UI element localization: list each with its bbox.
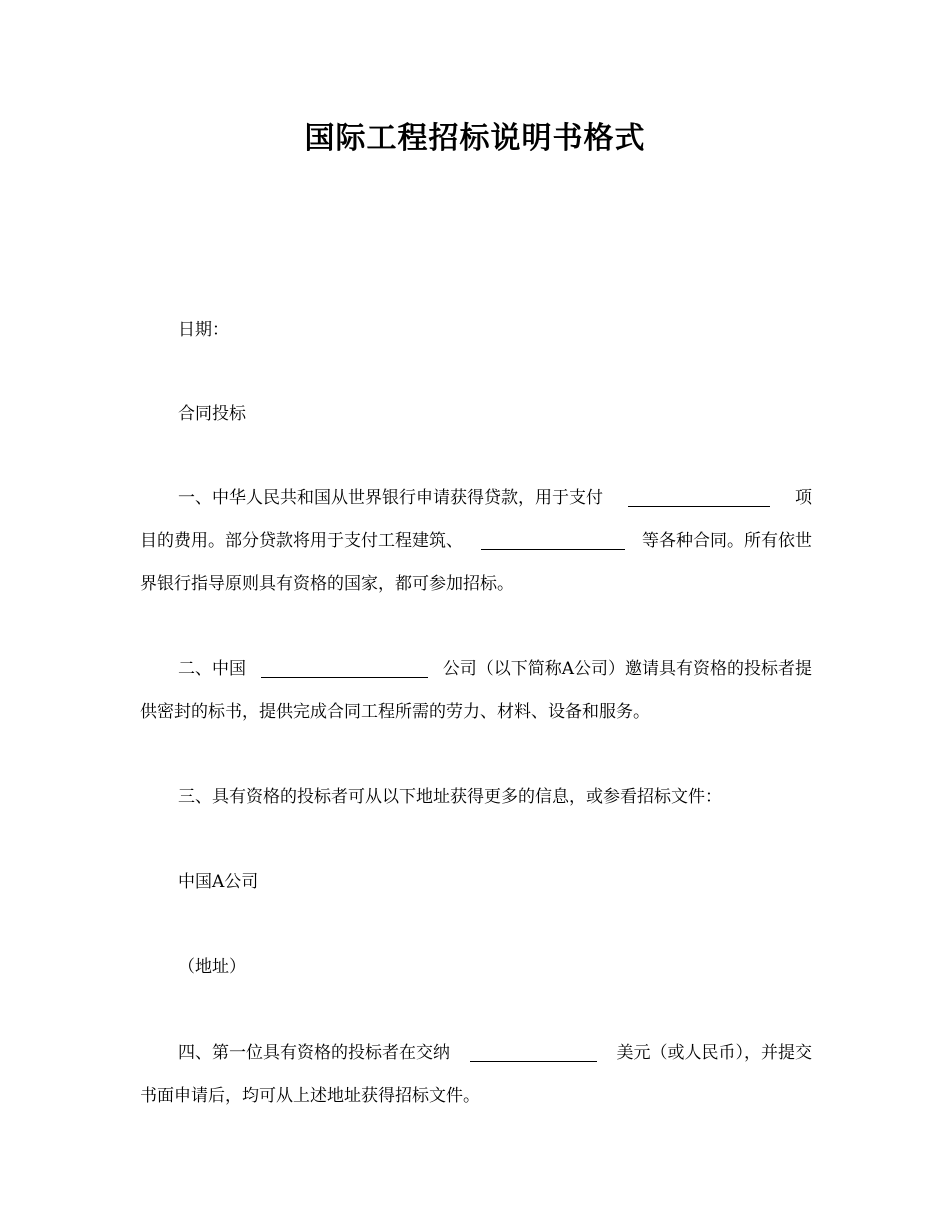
text: 美元（或人民币），并提交	[616, 1043, 812, 1063]
paragraph-4-line-1	[178, 1041, 812, 1065]
text: 目的费用。部分贷款将用于支付工程建筑、	[140, 531, 463, 551]
text: 等各种合同。所有依世	[642, 531, 812, 551]
text: 书面申请后，均可从上述地址获得招标文件。	[140, 1086, 480, 1106]
text: 二、中国	[178, 659, 246, 679]
paragraph-2-line-2	[140, 700, 812, 724]
text: 三、具有资格的投标者可从以下地址获得更多的信息，或参看招标文件：	[178, 787, 722, 807]
paragraph-3	[178, 785, 812, 809]
company-name-blank	[261, 659, 428, 678]
text: 界银行指导原则具有资格的国家，都可参加招标。	[140, 574, 514, 594]
document-title: 国际工程招标说明书格式	[304, 121, 646, 156]
text: 供密封的标书，提供完成合同工程所需的劳力、材料、设备和服务。	[140, 702, 650, 722]
heading-text: 合同投标	[178, 404, 246, 424]
fee-amount-blank	[470, 1043, 597, 1062]
company-name	[178, 870, 812, 894]
paragraph-1-line-1	[178, 486, 812, 510]
text: 项	[795, 488, 812, 508]
text: 公司（以下简称A公司）邀请具有资格的投标者提	[442, 659, 812, 679]
paragraph-2-line-1	[178, 657, 812, 681]
text: 中国A公司	[178, 872, 259, 892]
paragraph-4-line-2	[140, 1084, 812, 1108]
date-label	[178, 318, 812, 342]
text: 四、第一位具有资格的投标者在交纳	[178, 1043, 450, 1063]
text: 一、中华人民共和国从世界银行申请获得贷款，用于支付	[178, 488, 603, 508]
project-name-blank	[628, 488, 770, 507]
text: （地址）	[178, 957, 246, 977]
date-text: 日期：	[178, 320, 229, 340]
paragraph-1-line-3	[140, 572, 812, 596]
contract-heading	[178, 402, 812, 426]
paragraph-1-line-2	[140, 529, 812, 553]
address	[178, 955, 812, 979]
contract-type-blank	[481, 531, 625, 550]
